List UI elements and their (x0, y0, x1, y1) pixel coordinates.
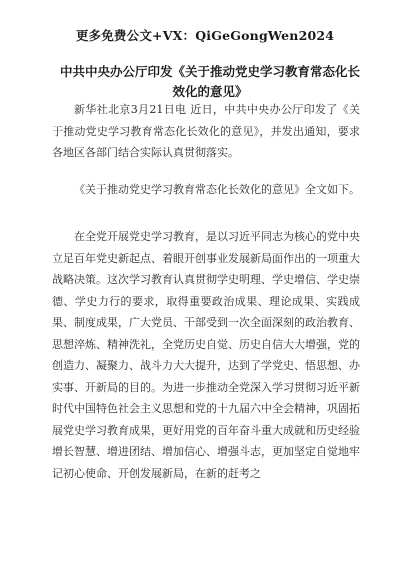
document-title: 中共中央办公厅印发《关于推动党史学习教育常态化长效化的意见》 (60, 64, 361, 99)
paragraph-news-lead: 新华社北京3月21日电 近日，中共中央办公厅印发了《关于推动党史学习教育常态化长效化的意见》，并发出通知，要求各地区各部门结合实际认真贯彻落实。 (52, 103, 360, 159)
paragraph-body: 在全党开展党史学习教育，是以习近平同志为核心的党中央立足百年党史新起点、着眼开创事业发展新局面作出的一项重大战略决策。这次学习教育认真贯彻学史明理、学史增信、学史崇德、学史力行的要求，取得重要政治成果、理论成果、实践成果、制度成果，广大党员、干部受到一次全面深刻的政治教育、思想淬炼、精神洗礼，全党历史自觉、历史自信大大增强，党的创造力、凝聚力、战斗力大大提升，达到了学党史、悟思想、办实事、开新局的目的。为进一步推动全党深入学习贯彻习近平新时代中国特色社会主义思想和党的十九届六中全会精神，巩固拓展党史学习教育成果，更好用党的百年奋斗重大成就和历史经验增长智慧、增进团结、增加信心、增强斗志，更加坚定自觉地牢记初心使命、开创发展新局，在新的赶考之 (52, 230, 360, 480)
paragraph-full-text-intro: 《关于推动党史学习教育常态化长效化的意见》全文如下。 (74, 183, 360, 196)
promo-header: 更多免费公文+VX：QiGeGongWen2024 (75, 28, 335, 43)
